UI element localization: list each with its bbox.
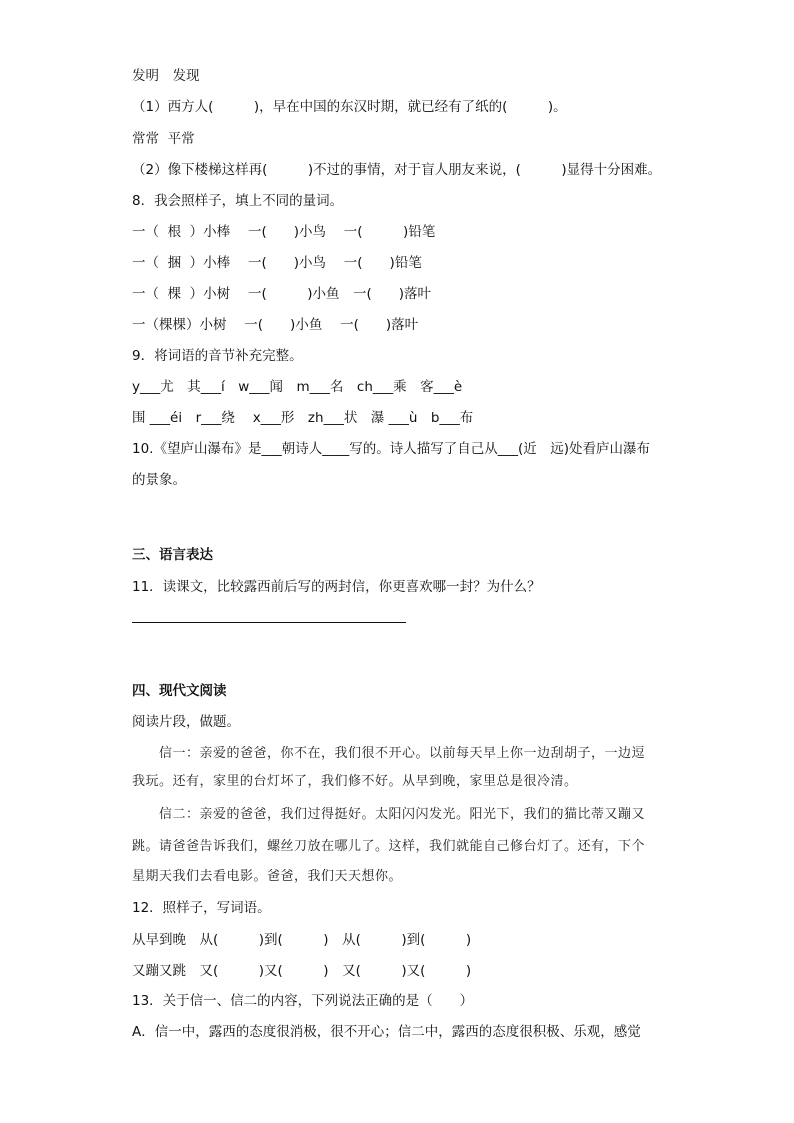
measure-word-row: 一（ 根 ）小棒 一( )小鸟 一( )铅笔 [132,224,436,240]
letter-one-line: 我玩。还有，家里的台灯坏了，我们修不好。从早到晚，家里总是很冷清。 [132,774,578,789]
question-13-title: 13．关于信一、信二的内容，下列说法正确的是（ ） [132,993,474,1009]
measure-word-row: 一（棵棵）小树 一( )小鱼 一( )落叶 [132,317,419,333]
fill-sentence: （1）西方人( )，早在中国的东汉时期，就已经有了纸的( )。 [132,99,567,115]
section-heading-modern-reading: 四、现代文阅读 [132,683,227,699]
question-11-text: 11．读课文，比较露西前后写的两封信，你更喜欢哪一封？为什么？ [132,579,541,595]
letter-two-line: 信二：亲爱的爸爸，我们过得挺好。太阳闪闪发光。阳光下，我们的猫比蒂又蹦又 [132,807,646,822]
question-13-option-a: A．信一中，露西的态度很消极，很不开心；信二中，露西的态度很积极、乐观，感觉 [132,1024,641,1040]
letter-two-line: 跳。请爸爸告诉我们，螺丝刀放在哪儿了。这样，我们就能自己修台灯了。还有，下个 [132,839,646,854]
letter-two-line: 星期天我们去看电影。爸爸，我们天天想你。 [132,869,403,884]
word-pattern-row: 又蹦又跳 又( )又( ) 又( )又( ) [132,963,472,979]
word-pattern-row: 从早到晚 从( )到( ) 从( )到( ) [132,932,472,948]
fill-sentence: （2）像下楼梯这样再( )不过的事情，对于盲人朋友来说，( )显得十分困难。 [132,162,662,178]
question-10-text-continued: 的景象。 [132,472,186,488]
section-heading-language-expression: 三、语言表达 [132,547,213,563]
letter-one-line: 信一：亲爱的爸爸，你不在，我们很不开心。以前每天早上你一边刮胡子，一边逗 [132,746,646,761]
question-10-text: 10.《望庐山瀑布》是___朝诗人____写的。诗人描写了自己从___(近 远)处看庐山瀑布 [132,441,651,457]
word-pair-label: 常常 平常 [132,131,195,147]
question-12-title: 12．照样子，写词语。 [132,900,271,916]
syllable-row: 围 ___éi r___绕 x___形 zh___状 瀑 ___ù b___布 [132,410,474,426]
question-8-title: 8．我会照样子，填上不同的量词。 [132,193,344,209]
word-pair-label: 发明 发现 [132,68,200,84]
answer-line [132,622,406,623]
syllable-row: y___尤 其___í w___闻 m___名 ch___乘 客___è [132,379,463,395]
measure-word-row: 一（ 棵 ）小树 一( )小鱼 一( )落叶 [132,286,432,302]
measure-word-row: 一（ 捆 ）小棒 一( )小鸟 一( )铅笔 [132,255,422,271]
reading-instruction: 阅读片段，做题。 [132,714,240,730]
question-9-title: 9．将词语的音节补充完整。 [132,348,303,364]
